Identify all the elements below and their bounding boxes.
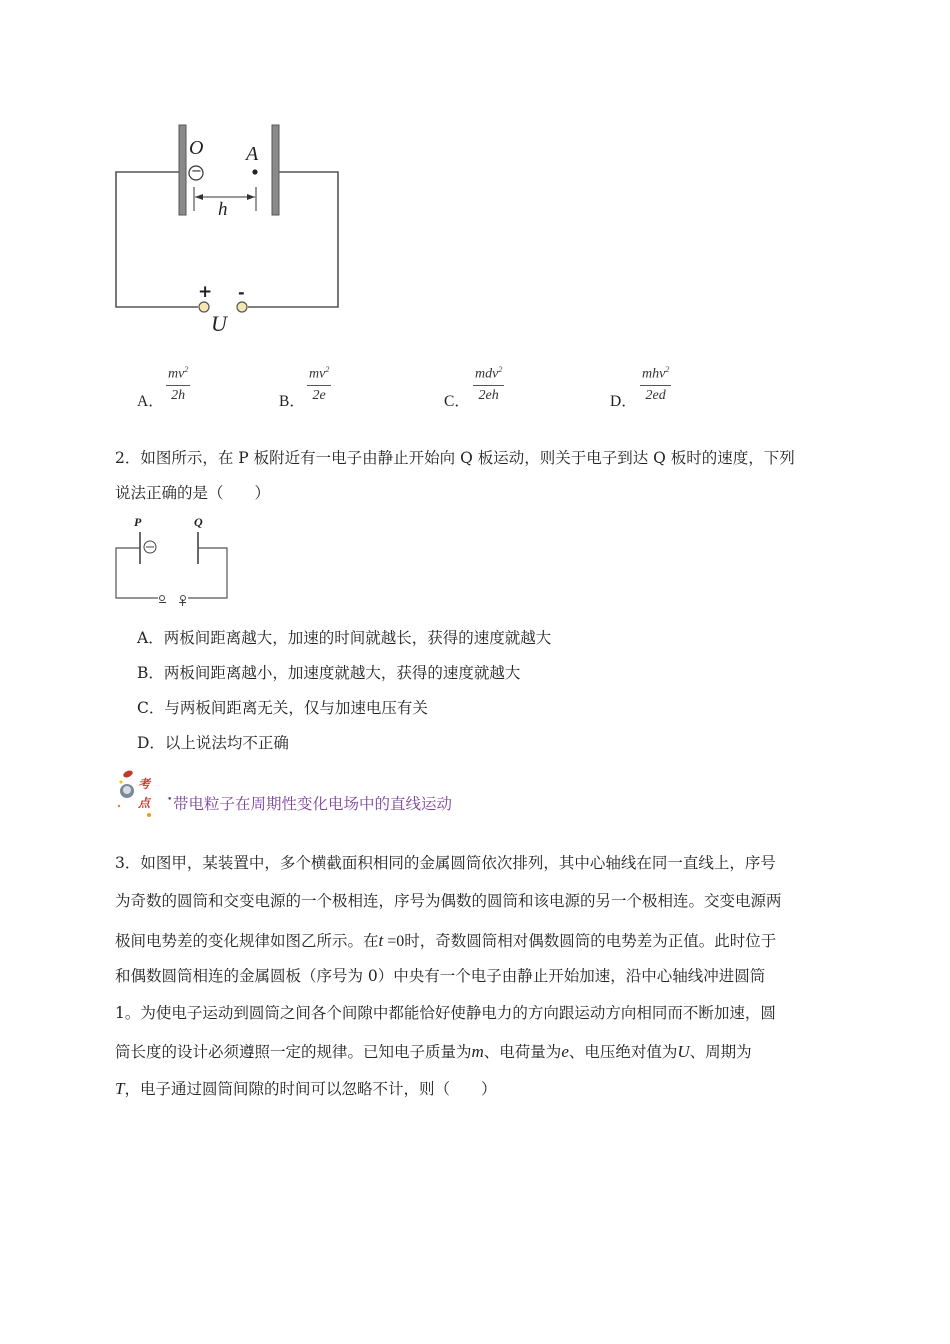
label-h: h	[218, 199, 228, 220]
label-O: O	[189, 137, 204, 159]
q1-option-b-fraction: $\frac{mv^2}{2e}$	[309, 365, 330, 403]
q3-line5: 1。为使电子运动到圆筒之间各个间隙中都能恰好使静电力的方向跟运动方向相同而不断加速，圆	[115, 1004, 776, 1022]
q1-option-a-letter: A．	[137, 393, 164, 410]
topic-badge-char-1: 考	[138, 777, 151, 791]
q2-option-a: A．两板间距离越大，加速的时间就越长，获得的速度就越大	[137, 629, 552, 647]
label-U: U	[211, 311, 227, 336]
q3-line6: 筒长度的设计必须遵照一定的规律。已知电子质量为m、电荷量为e、电压绝对值为U、周期为	[115, 1042, 752, 1061]
q2-stem-line2: 说法正确的是（ ）	[115, 484, 271, 502]
q3-line4: 和偶数圆筒相连的金属圆板（序号为 0）中央有一个电子由静止开始加速，沿中心轴线冲进圆筒	[115, 967, 766, 985]
q2-option-c: C．与两板间距离无关，仅与加速电压有关	[137, 699, 428, 717]
q2-option-b: B．两板间距离越小，加速度就越大，获得的速度就越大	[137, 664, 521, 682]
electron-minus-sign: −	[191, 164, 202, 179]
topic-badge-char-2: 点	[138, 796, 151, 810]
q1-option-d-letter: D．	[610, 393, 637, 410]
q3-line7: T，电子通过圆筒间隙的时间可以忽略不计，则（ ）	[115, 1079, 497, 1098]
topic-bullet-icon: •	[167, 795, 173, 805]
q1-option-c-fraction: mdv$^2$ 2eh	[475, 365, 503, 403]
capacitor-circuit-figure	[100, 115, 360, 340]
q3-line2: 为奇数的圆筒和交变电源的一个极相连，序号为偶数的圆筒和该电源的另一个极相连。交变电源两	[115, 892, 782, 910]
q3-line1: 3．如图甲，某装置中，多个横截面积相同的金属圆筒依次排列，其中心轴线在同一直线上，序号	[115, 854, 776, 872]
pq-plates-figure	[110, 512, 240, 612]
label-minus: -	[238, 283, 245, 302]
q2-stem-line1: 2．如图所示，在 P 板附近有一电子由静止开始向 Q 板运动，则关于电子到达 Q 板时的速度，下列	[115, 449, 795, 467]
label-plus: +	[198, 282, 213, 302]
q1-option-d-fraction: mhv$^2$ 2ed	[642, 365, 670, 403]
q2-terminal-plus: +	[178, 596, 188, 609]
topic-title: 带电粒子在周期性变化电场中的直线运动	[173, 795, 453, 813]
label-P: P	[134, 515, 142, 529]
q1-option-b-letter: B．	[279, 393, 305, 410]
label-Q: Q	[194, 515, 203, 529]
q2-terminal-minus: −	[158, 596, 168, 609]
q2-option-d: D．以上说法均不正确	[137, 734, 289, 752]
q1-option-a-fraction: $\frac{mv^2}{2h}$	[168, 365, 189, 403]
q1-option-c-letter: C．	[444, 393, 470, 410]
q3-line3: 极间电势差的变化规律如图乙所示。在t =0时，奇数圆筒相对偶数圆筒的电势差为正值。此时位于	[115, 931, 777, 950]
label-A: A	[246, 143, 259, 165]
